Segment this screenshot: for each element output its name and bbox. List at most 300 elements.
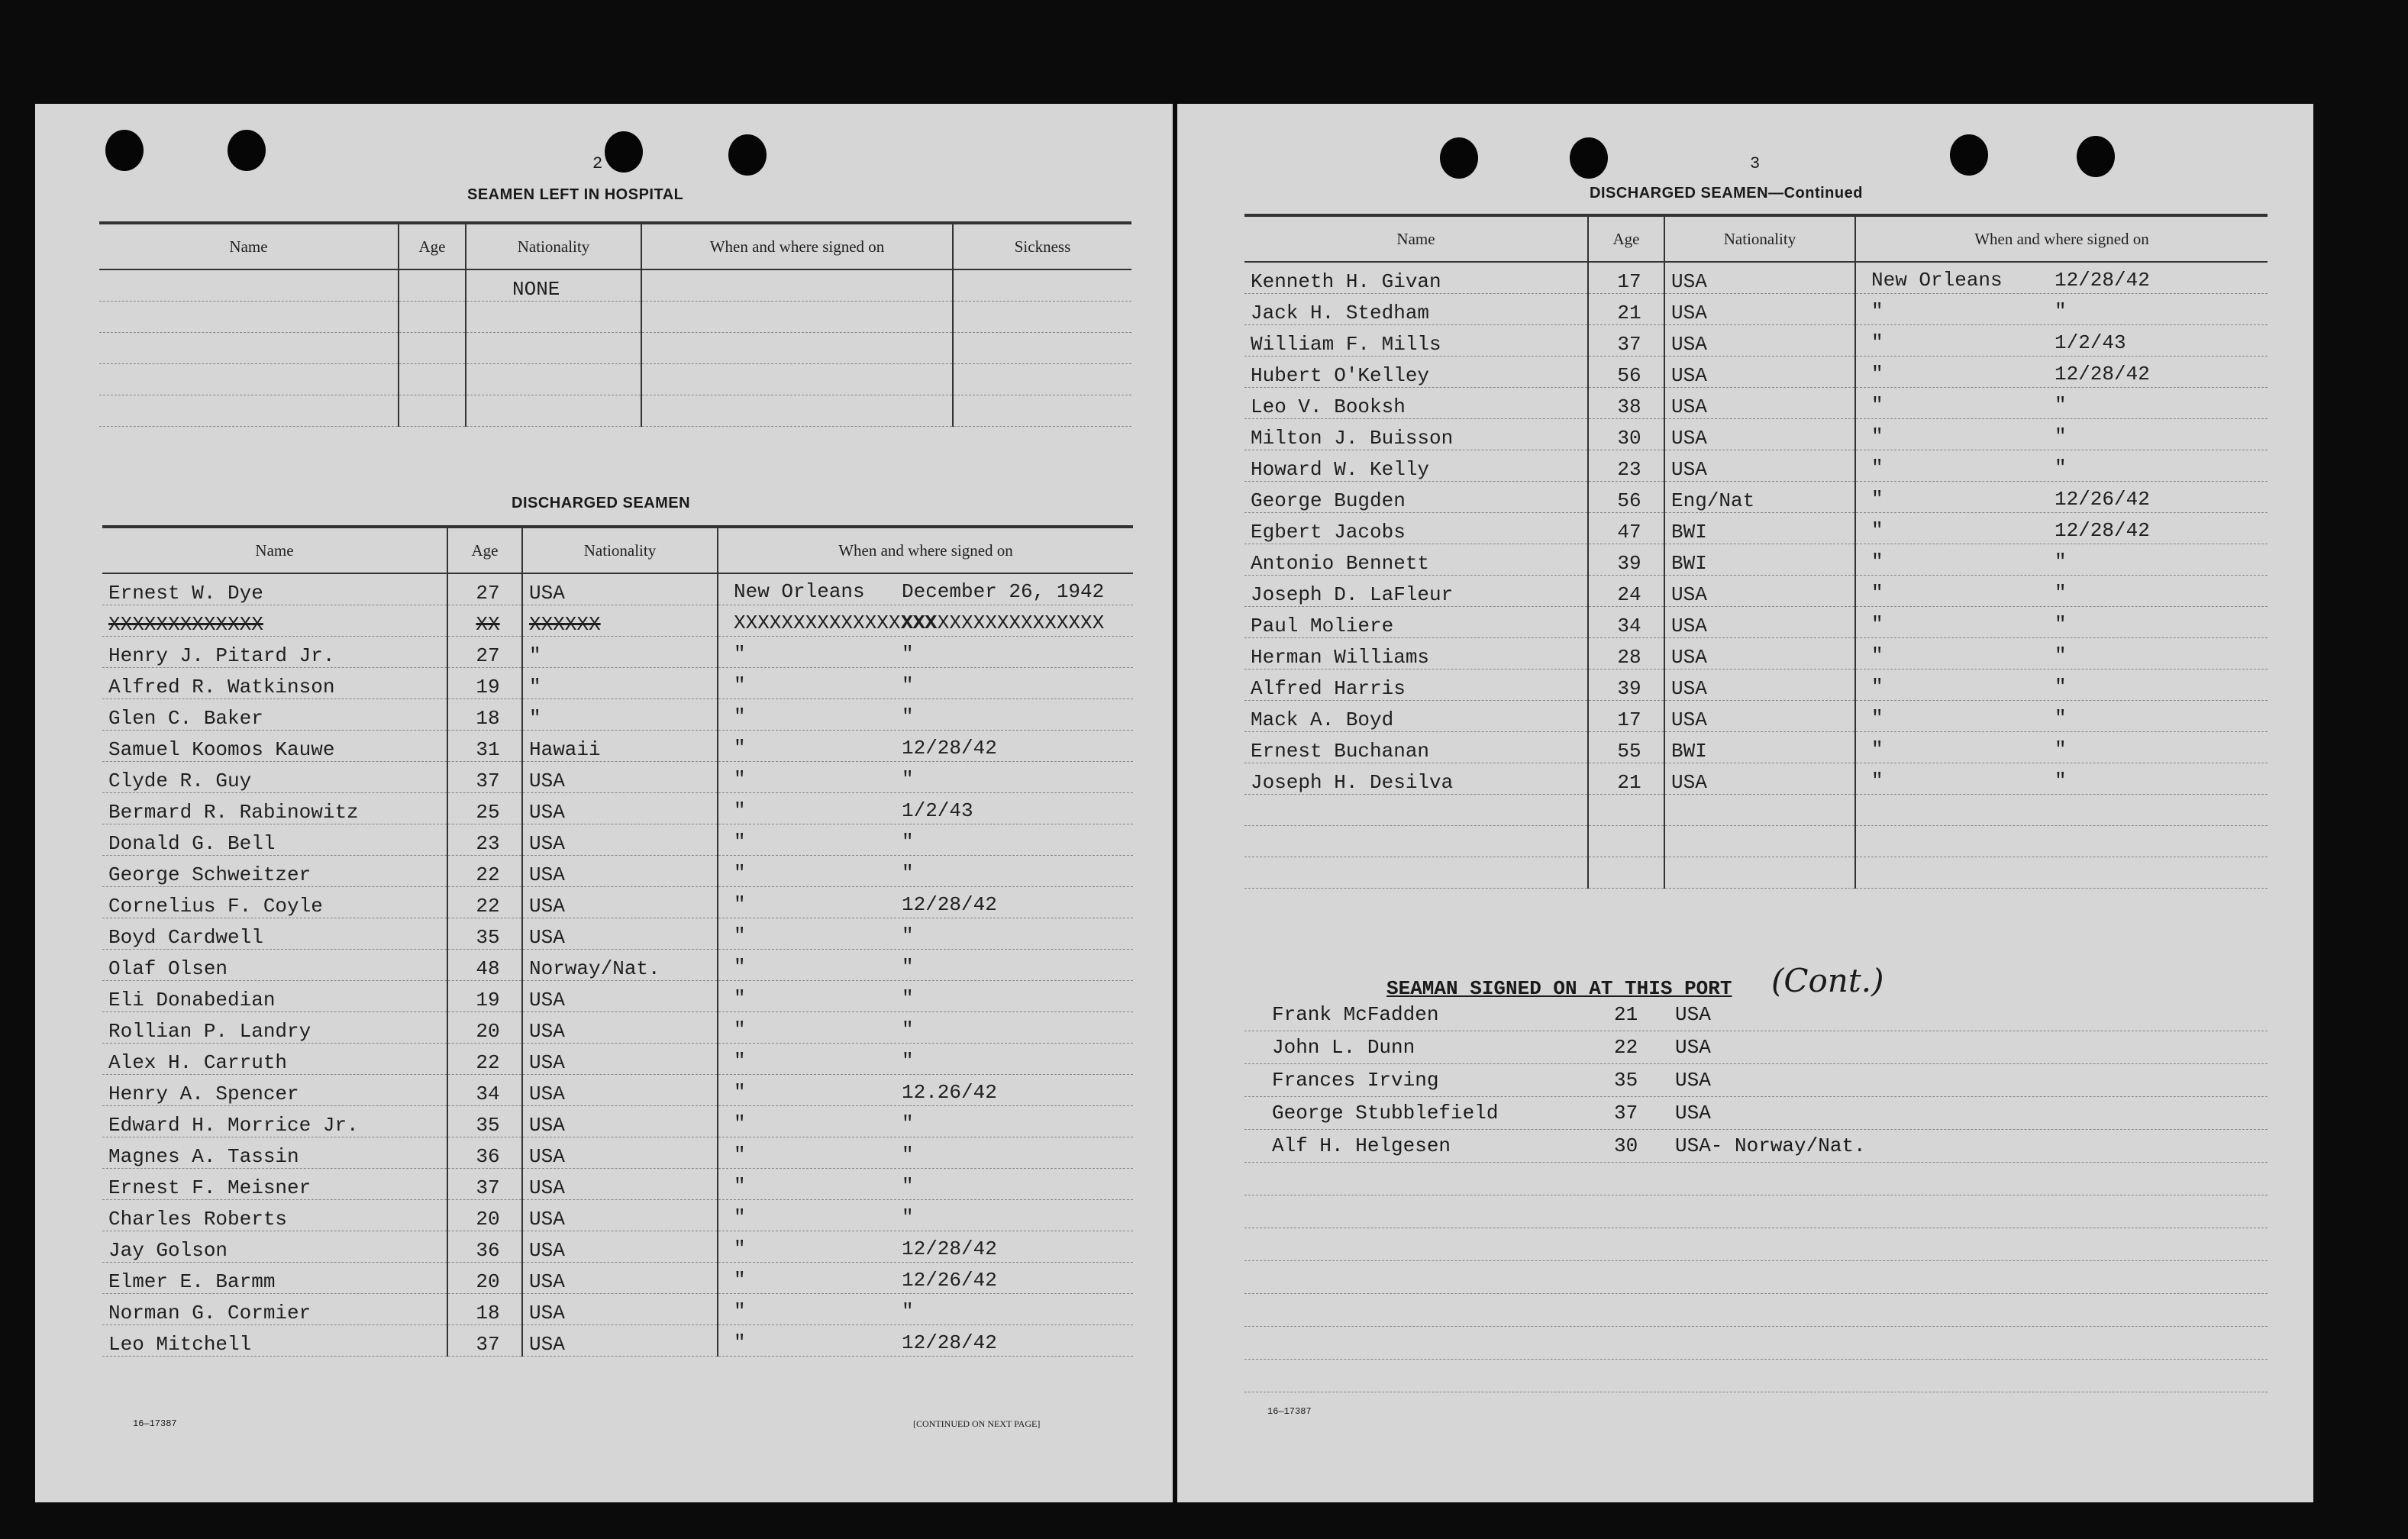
- cell-nationality: USA: [522, 793, 718, 824]
- table-cell: [953, 333, 1131, 364]
- cell-signed-on: [718, 1325, 1133, 1357]
- table-row: [1244, 732, 2268, 763]
- table-cell: [399, 269, 466, 302]
- signed-on-date: ": [902, 956, 914, 979]
- table-row: [102, 1012, 1133, 1044]
- cell-name: Jack H. Stedham: [1244, 294, 1588, 325]
- signed-on-date: 12.26/42: [902, 1081, 997, 1104]
- cell-name: Charles Roberts: [102, 1200, 447, 1231]
- table-cell: [641, 395, 953, 427]
- table-cell: [99, 269, 399, 302]
- signed-on-age: 30: [1614, 1134, 1638, 1157]
- ruled-line: [1244, 1063, 2268, 1064]
- signed-on-date: ": [902, 768, 914, 791]
- form-number: 16—17387: [1267, 1406, 1312, 1417]
- signed-on-place: ": [1871, 644, 1883, 667]
- cell-name: Ernest Buchanan: [1244, 732, 1588, 763]
- cell-nationality: USA: [522, 981, 718, 1012]
- signed-on-date: ": [2055, 676, 2067, 699]
- cell-nationality: USA: [522, 1075, 718, 1106]
- cell-nationality: USA: [522, 1137, 718, 1169]
- discharged-section-title: DISCHARGED SEAMEN: [512, 495, 691, 511]
- cell-nationality: USA: [522, 824, 718, 856]
- table-row: [99, 333, 1131, 364]
- cell-name: George Bugden: [1244, 482, 1588, 513]
- punch-hole: [605, 131, 643, 173]
- cell-name: Alfred Harris: [1244, 669, 1588, 701]
- cell-name: XXXXXXXXXXXXX: [102, 605, 447, 637]
- cell-age: 18: [447, 699, 522, 731]
- cell-signed-on: [718, 793, 1133, 824]
- table-row: [1244, 388, 2268, 419]
- ruled-line: [1244, 1359, 2268, 1360]
- cell-name: Magnes A. Tassin: [102, 1137, 447, 1169]
- cell-nationality: USA: [1664, 388, 1855, 419]
- table-cell: [466, 333, 641, 364]
- cell-signed-on: [1855, 576, 2268, 607]
- cell-nationality: ": [522, 699, 718, 731]
- cell-age: XX: [447, 605, 522, 637]
- cell-signed-on: [1855, 419, 2268, 450]
- table-cell: [466, 302, 641, 333]
- signed-on-date: 12/28/42: [2055, 519, 2150, 542]
- column-header: Nationality: [466, 223, 641, 269]
- table-row: [102, 1075, 1133, 1106]
- cell-nationality: BWI: [1664, 732, 1855, 763]
- cell-name: Donald G. Bell: [102, 824, 447, 856]
- punch-hole: [1950, 134, 1988, 176]
- cell-signed-on: [1855, 795, 2268, 826]
- cell-name: Ernest F. Meisner: [102, 1169, 447, 1200]
- signed-on-place: ": [734, 705, 746, 728]
- cell-nationality: USA: [522, 1169, 718, 1200]
- table-row: [102, 1137, 1133, 1169]
- cell-name: Alfred R. Watkinson: [102, 668, 447, 699]
- ruled-line: [1244, 1129, 2268, 1130]
- cell-age: 35: [447, 1106, 522, 1137]
- cell-age: 39: [1588, 669, 1664, 701]
- cell-signed-on: [718, 1263, 1133, 1294]
- cell-age: 28: [1588, 638, 1664, 669]
- hospital-section-title: SEAMEN LEFT IN HOSPITAL: [467, 186, 684, 203]
- cell-name: Clyde R. Guy: [102, 762, 447, 793]
- cell-nationality: USA: [1664, 450, 1855, 482]
- cell-name: Egbert Jacobs: [1244, 513, 1588, 544]
- cell-age: 48: [447, 950, 522, 981]
- column-header: Age: [399, 223, 466, 269]
- table-row: [102, 762, 1133, 793]
- table-row: [1244, 576, 2268, 607]
- table-row: [1244, 419, 2268, 450]
- signed-on-place: ": [734, 1206, 746, 1229]
- signed-on-date: ": [2055, 394, 2067, 417]
- cell-age: [1588, 826, 1664, 857]
- cell-name: Ernest W. Dye: [102, 573, 447, 605]
- table-row: [1244, 513, 2268, 544]
- table-cell: [399, 302, 466, 333]
- signed-on-place: ": [734, 862, 746, 885]
- cell-signed-on: [718, 887, 1133, 918]
- signed-on-name: Frank McFadden: [1272, 1003, 1439, 1026]
- cell-nationality: USA: [1664, 669, 1855, 701]
- cell-signed-on: [1855, 450, 2268, 482]
- cell-signed-on: [718, 762, 1133, 793]
- signed-on-name: George Stubblefield: [1272, 1102, 1499, 1124]
- table-cell: [953, 395, 1131, 427]
- discharged-continued-table: [1244, 214, 2268, 889]
- ruled-line: [1244, 1260, 2268, 1261]
- cell-signed-on: [1855, 638, 2268, 669]
- continued-note: [CONTINUED ON NEXT PAGE]: [913, 1418, 1041, 1429]
- cell-nationality: USA: [522, 1044, 718, 1075]
- cell-age: 20: [447, 1200, 522, 1231]
- cell-age: 30: [1588, 419, 1664, 450]
- cell-nationality: USA: [1664, 419, 1855, 450]
- cell-name: Antonio Bennett: [1244, 544, 1588, 576]
- cell-nationality: USA: [1664, 576, 1855, 607]
- cell-age: 23: [1588, 450, 1664, 482]
- signed-on-date: ": [902, 924, 914, 947]
- cell-nationality: USA: [522, 1200, 718, 1231]
- cell-age: 38: [1588, 388, 1664, 419]
- table-row: [102, 981, 1133, 1012]
- cell-signed-on: [1855, 732, 2268, 763]
- cell-nationality: [1664, 795, 1855, 826]
- cell-name: Joseph D. LaFleur: [1244, 576, 1588, 607]
- cell-nationality: BWI: [1664, 544, 1855, 576]
- table-cell: [466, 395, 641, 427]
- table-row: [102, 1231, 1133, 1263]
- column-header: Name: [99, 223, 399, 269]
- signed-on-date: ": [2055, 707, 2067, 730]
- cell-signed-on: [718, 950, 1133, 981]
- signed-on-place: ": [734, 1237, 746, 1260]
- form-number: 16—17387: [133, 1418, 177, 1429]
- cell-signed-on: [1855, 669, 2268, 701]
- table-row: [102, 1106, 1133, 1137]
- cell-signed-on: [1855, 357, 2268, 388]
- cell-name: [1244, 857, 1588, 889]
- table-row: [102, 1200, 1133, 1231]
- signed-on-place: ": [734, 831, 746, 853]
- cell-age: 37: [447, 1325, 522, 1357]
- column-header: When and where signed on: [718, 527, 1133, 573]
- cell-name: Glen C. Baker: [102, 699, 447, 731]
- table-cell: [99, 364, 399, 395]
- cell-signed-on: [1855, 513, 2268, 544]
- cell-signed-on: [718, 1012, 1133, 1044]
- punch-hole: [228, 130, 266, 171]
- cell-age: 20: [447, 1263, 522, 1294]
- cell-name: Leo V. Booksh: [1244, 388, 1588, 419]
- table-row: [1244, 357, 2268, 388]
- cell-nationality: USA: [1664, 325, 1855, 357]
- cell-nationality: [1664, 857, 1855, 889]
- punch-hole: [1570, 137, 1608, 179]
- column-header: Age: [447, 527, 522, 573]
- cell-age: 35: [447, 918, 522, 950]
- table-row: [99, 269, 1131, 302]
- cell-signed-on: [718, 856, 1133, 887]
- signed-on-date: 12/26/42: [902, 1269, 997, 1292]
- cell-name: Eli Donabedian: [102, 981, 447, 1012]
- signed-on-place: XXXXXXXXXXXXXXXXX: [734, 611, 937, 634]
- cell-nationality: ": [522, 668, 718, 699]
- cell-signed-on: [718, 918, 1133, 950]
- punch-hole: [2077, 136, 2115, 177]
- signed-on-date: ": [2055, 457, 2067, 479]
- cell-name: Rollian P. Landry: [102, 1012, 447, 1044]
- signed-on-date: ": [902, 987, 914, 1010]
- signed-on-age: 22: [1614, 1036, 1638, 1059]
- cell-name: [1244, 826, 1588, 857]
- signed-on-place: ": [1871, 488, 1883, 511]
- cell-age: 36: [447, 1137, 522, 1169]
- cell-signed-on: [718, 1200, 1133, 1231]
- cell-signed-on: [1855, 544, 2268, 576]
- column-header: When and where signed on: [1855, 215, 2268, 262]
- cell-nationality: USA: [522, 1294, 718, 1325]
- signed-on-date: 12/28/42: [902, 893, 997, 916]
- table-row: [1244, 795, 2268, 826]
- cell-age: [1588, 795, 1664, 826]
- signed-on-place: ": [734, 987, 746, 1010]
- cell-name: Henry A. Spencer: [102, 1075, 447, 1106]
- cell-signed-on: [718, 1294, 1133, 1325]
- signed-on-place: ": [734, 1300, 746, 1323]
- cell-name: Hubert O'Kelley: [1244, 357, 1588, 388]
- signed-on-date: December 26, 1942: [902, 580, 1105, 603]
- signed-on-place: ": [734, 893, 746, 916]
- signed-on-name: John L. Dunn: [1272, 1036, 1415, 1059]
- cell-age: 21: [1588, 763, 1664, 795]
- table-row: [1244, 857, 2268, 889]
- signed-on-date: ": [902, 1018, 914, 1041]
- signed-on-date: XXXXXXXXXXXXXXXXX: [902, 611, 1105, 634]
- table-cell: [953, 302, 1131, 333]
- signed-on-date: ": [2055, 644, 2067, 667]
- cell-nationality: USA: [522, 1231, 718, 1263]
- table-row: [1244, 826, 2268, 857]
- cell-signed-on: [1855, 262, 2268, 294]
- table-row: [102, 605, 1133, 637]
- table-row: [102, 668, 1133, 699]
- table-row: [102, 856, 1133, 887]
- cell-age: 21: [1588, 294, 1664, 325]
- cell-name: Milton J. Buisson: [1244, 419, 1588, 450]
- column-header: Age: [1588, 215, 1664, 262]
- cell-age: 17: [1588, 262, 1664, 294]
- cell-nationality: XXXXXX: [522, 605, 718, 637]
- hospital-table: [99, 221, 1131, 427]
- cell-signed-on: [1855, 607, 2268, 638]
- column-header: Nationality: [1664, 215, 1855, 262]
- cell-signed-on: [718, 637, 1133, 668]
- table-row: [102, 1263, 1133, 1294]
- table-row: [99, 302, 1131, 333]
- cell-nationality: USA: [1664, 701, 1855, 732]
- signed-on-place: ": [734, 1018, 746, 1041]
- cell-nationality: USA: [522, 918, 718, 950]
- column-header: Name: [1244, 215, 1588, 262]
- cell-name: Jay Golson: [102, 1231, 447, 1263]
- table-cell: [641, 269, 953, 302]
- signed-on-date: 1/2/43: [2055, 331, 2126, 354]
- cell-age: 19: [447, 981, 522, 1012]
- left-page: [35, 104, 1173, 1502]
- cell-signed-on: [1855, 701, 2268, 732]
- cell-nationality: USA: [1664, 763, 1855, 795]
- table-row: [1244, 638, 2268, 669]
- cell-signed-on: [1855, 388, 2268, 419]
- signed-on-date: ": [902, 1144, 914, 1166]
- signed-on-date: ": [902, 1175, 914, 1198]
- cell-nationality: USA: [522, 762, 718, 793]
- cell-nationality: [1664, 826, 1855, 857]
- cell-age: 39: [1588, 544, 1664, 576]
- table-cell: [641, 364, 953, 395]
- signed-on-date: ": [902, 831, 914, 853]
- signed-on-date: ": [2055, 738, 2067, 761]
- cell-nationality: Hawaii: [522, 731, 718, 762]
- signed-on-date: ": [2055, 613, 2067, 636]
- ruled-line: [1244, 1096, 2268, 1097]
- signed-on-age: 35: [1614, 1069, 1638, 1092]
- cell-nationality: USA: [522, 856, 718, 887]
- signed-on-nationality: USA- Norway/Nat.: [1675, 1134, 1866, 1157]
- cell-name: Herman Williams: [1244, 638, 1588, 669]
- signed-on-place: ": [1871, 300, 1883, 323]
- cell-signed-on: [718, 1169, 1133, 1200]
- cell-age: [1588, 857, 1664, 889]
- cell-name: Alex H. Carruth: [102, 1044, 447, 1075]
- signed-on-place: ": [1871, 707, 1883, 730]
- signed-on-place: New Orleans: [734, 580, 865, 603]
- cell-nationality: Eng/Nat: [1664, 482, 1855, 513]
- table-row: [102, 1325, 1133, 1357]
- signed-on-place: ": [734, 737, 746, 760]
- punch-hole: [1440, 137, 1478, 179]
- page-number: 3: [1750, 154, 1761, 173]
- cell-name: Kenneth H. Givan: [1244, 262, 1588, 294]
- signed-on-place: ": [1871, 394, 1883, 417]
- signed-on-date: ": [902, 1112, 914, 1135]
- signed-on-place: ": [734, 768, 746, 791]
- cell-signed-on: [718, 1044, 1133, 1075]
- column-header: Name: [102, 527, 447, 573]
- discharged-table: [102, 525, 1133, 1357]
- cell-age: 34: [1588, 607, 1664, 638]
- cell-name: Mack A. Boyd: [1244, 701, 1588, 732]
- table-row: [99, 364, 1131, 395]
- signed-on-place: ": [734, 643, 746, 666]
- table-row: [102, 887, 1133, 918]
- signed-on-place: ": [734, 1050, 746, 1073]
- table-cell: [99, 302, 399, 333]
- signed-on-date: ": [902, 862, 914, 885]
- handwritten-note: (Cont.): [1771, 962, 1884, 999]
- table-cell: [99, 395, 399, 427]
- table-row: [102, 637, 1133, 668]
- signed-on-place: ": [734, 1331, 746, 1354]
- signed-on-place: ": [734, 924, 746, 947]
- cell-signed-on: [718, 605, 1133, 637]
- signed-on-place: ": [1871, 457, 1883, 479]
- table-row: [102, 793, 1133, 824]
- cell-signed-on: [1855, 857, 2268, 889]
- signed-on-nationality: USA: [1675, 1102, 1711, 1124]
- table-row: [102, 1294, 1133, 1325]
- signed-on-place: ": [1871, 550, 1883, 573]
- table-row: [1244, 450, 2268, 482]
- signed-on-place: ": [1871, 519, 1883, 542]
- cell-nationality: USA: [1664, 607, 1855, 638]
- cell-signed-on: [718, 1106, 1133, 1137]
- table-cell: [641, 333, 953, 364]
- cell-name: Henry J. Pitard Jr.: [102, 637, 447, 668]
- cell-name: Howard W. Kelly: [1244, 450, 1588, 482]
- ruled-line: [1244, 1293, 2268, 1294]
- cell-signed-on: [1855, 325, 2268, 357]
- table-cell: [953, 269, 1131, 302]
- cell-nationality: USA: [1664, 294, 1855, 325]
- signed-on-place: ": [734, 1175, 746, 1198]
- cell-signed-on: [718, 1137, 1133, 1169]
- cell-signed-on: [1855, 826, 2268, 857]
- table-row: [102, 1044, 1133, 1075]
- cell-signed-on: [718, 668, 1133, 699]
- signed-on-place: ": [1871, 738, 1883, 761]
- signed-on-date: ": [2055, 550, 2067, 573]
- cell-age: 55: [1588, 732, 1664, 763]
- signed-on-place: ": [734, 956, 746, 979]
- column-header: Nationality: [522, 527, 718, 573]
- cell-signed-on: [718, 1231, 1133, 1263]
- signed-on-nationality: USA: [1675, 1069, 1711, 1092]
- cell-nationality: USA: [522, 1106, 718, 1137]
- cell-name: Boyd Cardwell: [102, 918, 447, 950]
- cell-age: 22: [447, 887, 522, 918]
- cell-nationality: USA: [1664, 262, 1855, 294]
- table-row: [1244, 669, 2268, 701]
- cell-signed-on: [1855, 294, 2268, 325]
- signed-on-date: ": [2055, 770, 2067, 792]
- table-row: [102, 731, 1133, 762]
- cell-name: Cornelius F. Coyle: [102, 887, 447, 918]
- column-header: Sickness: [953, 223, 1131, 269]
- signed-on-place: ": [734, 1112, 746, 1135]
- cell-nationality: USA: [1664, 638, 1855, 669]
- signed-on-date: 12/28/42: [902, 1237, 997, 1260]
- cell-signed-on: [718, 981, 1133, 1012]
- cell-age: 25: [447, 793, 522, 824]
- signed-on-place: ": [734, 799, 746, 822]
- cell-nationality: BWI: [1664, 513, 1855, 544]
- signed-on-place: ": [734, 1144, 746, 1166]
- signed-on-date: 12/28/42: [902, 737, 997, 760]
- cell-name: Elmer E. Barmm: [102, 1263, 447, 1294]
- cell-name: Norman G. Cormier: [102, 1294, 447, 1325]
- signed-on-nationality: USA: [1675, 1003, 1711, 1026]
- cell-age: 37: [447, 762, 522, 793]
- signed-on-place: ": [1871, 425, 1883, 448]
- cell-age: 56: [1588, 357, 1664, 388]
- signed-on-name: Frances Irving: [1272, 1069, 1439, 1092]
- cell-age: 20: [447, 1012, 522, 1044]
- cell-age: 22: [447, 856, 522, 887]
- signed-on-age: 21: [1614, 1003, 1638, 1026]
- table-row: [102, 918, 1133, 950]
